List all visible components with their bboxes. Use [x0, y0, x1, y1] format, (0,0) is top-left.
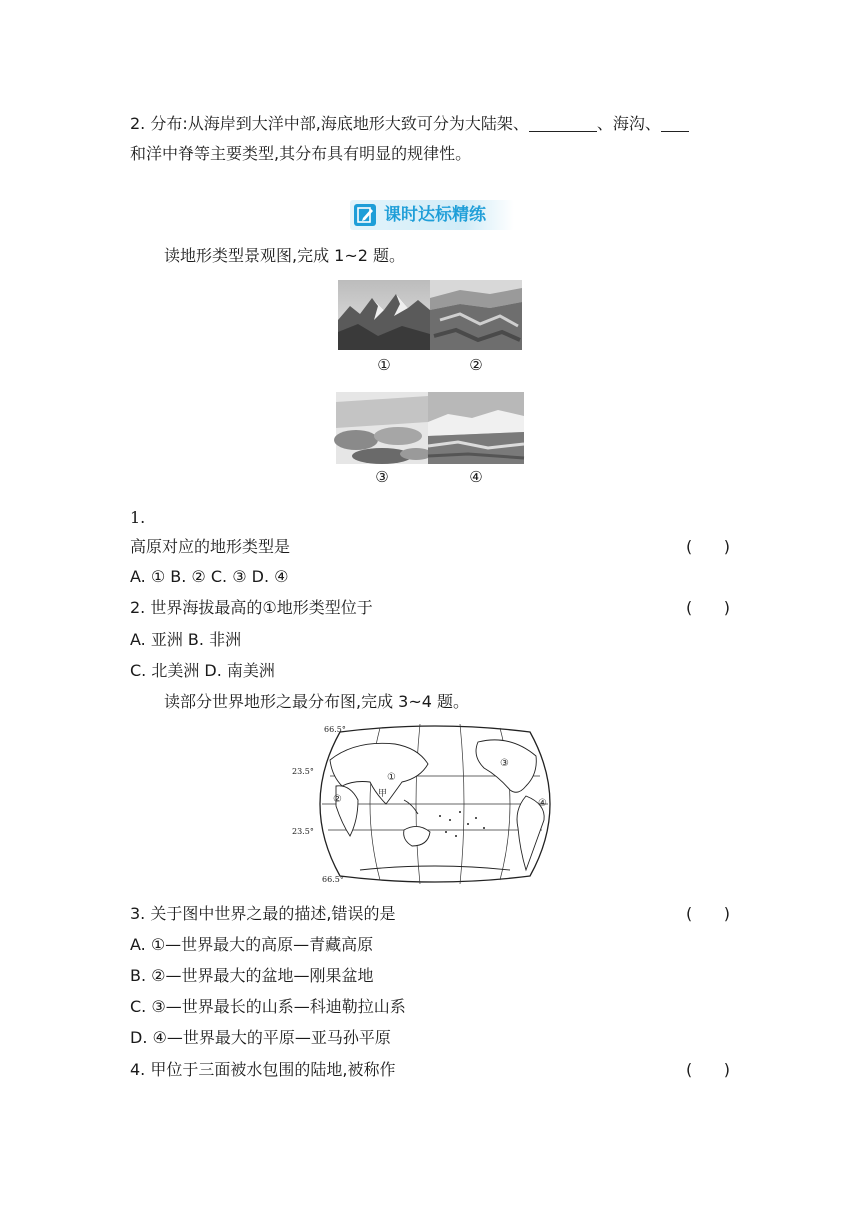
intro-1: 读地形类型景观图,完成 1~2 题。 — [164, 246, 406, 265]
top-question-text-b: 、海沟、 — [596, 114, 661, 133]
map-marker-jia: 甲 — [378, 789, 388, 799]
q3-answer-paren[interactable]: ( ) — [686, 904, 730, 923]
map-marker-3: ③ — [500, 758, 509, 769]
photo-label-2: ② — [469, 356, 483, 374]
q3-option-d: D. ④—世界最大的平原—亚马孙平原 — [130, 1028, 391, 1047]
q1-number: 1. — [130, 508, 146, 527]
lat-label-3: 23.5° — [292, 827, 314, 836]
q3-option-a: A. ①—世界最大的高原—青藏高原 — [130, 935, 374, 954]
photo-label-4: ④ — [469, 468, 483, 486]
photo-label-3: ③ — [375, 468, 389, 486]
intro-2: 读部分世界地形之最分布图,完成 3~4 题。 — [164, 692, 470, 711]
q1-answer-paren[interactable]: ( ) — [686, 537, 730, 556]
q4-answer-paren[interactable]: ( ) — [686, 1060, 730, 1079]
top-question-line2: 和洋中脊等主要类型,其分布具有明显的规律性。 — [130, 144, 472, 163]
landscape-photo-3 — [336, 392, 428, 464]
top-question-line1 — [130, 112, 689, 136]
q2-options-row1: A. 亚洲 B. 非洲 — [130, 630, 242, 649]
map-marker-4: ④ — [538, 798, 547, 809]
map-marker-1: ① — [387, 772, 396, 783]
answer-blank-2[interactable] — [661, 113, 689, 132]
q4-text: 4. 甲位于三面被水包围的陆地,被称作 — [130, 1060, 396, 1079]
photo-label-1: ① — [377, 356, 391, 374]
landscape-photo-2 — [430, 280, 522, 350]
section-title: 课时达标精练 — [384, 205, 486, 225]
section-title-banner — [350, 200, 514, 230]
landscape-photo-4 — [428, 392, 524, 464]
pencil-icon — [354, 204, 376, 226]
landscape-photo-1 — [338, 280, 430, 350]
q3-text: 3. 关于图中世界之最的描述,错误的是 — [130, 904, 396, 923]
world-map — [292, 720, 570, 888]
q1-options: A. ① B. ② C. ③ D. ④ — [130, 567, 289, 586]
top-question-text-a: 2. 分布:从海岸到大洋中部,海底地形大致可分为大陆架、 — [130, 114, 529, 133]
lat-label-1: 66.5° — [324, 725, 346, 734]
q2-text: 2. 世界海拔最高的①地形类型位于 — [130, 598, 373, 617]
lat-label-2: 23.5° — [292, 767, 314, 776]
q3-option-c: C. ③—世界最长的山系—科迪勒拉山系 — [130, 997, 406, 1016]
q1-text: 高原对应的地形类型是 — [130, 537, 291, 556]
q2-options-row2: C. 北美洲 D. 南美洲 — [130, 661, 275, 680]
answer-blank-1[interactable] — [529, 113, 597, 132]
q2-answer-paren[interactable]: ( ) — [686, 598, 730, 617]
lat-label-4: 66.5° — [322, 875, 344, 884]
map-marker-2: ② — [333, 794, 342, 805]
q3-option-b: B. ②—世界最大的盆地—刚果盆地 — [130, 966, 374, 985]
